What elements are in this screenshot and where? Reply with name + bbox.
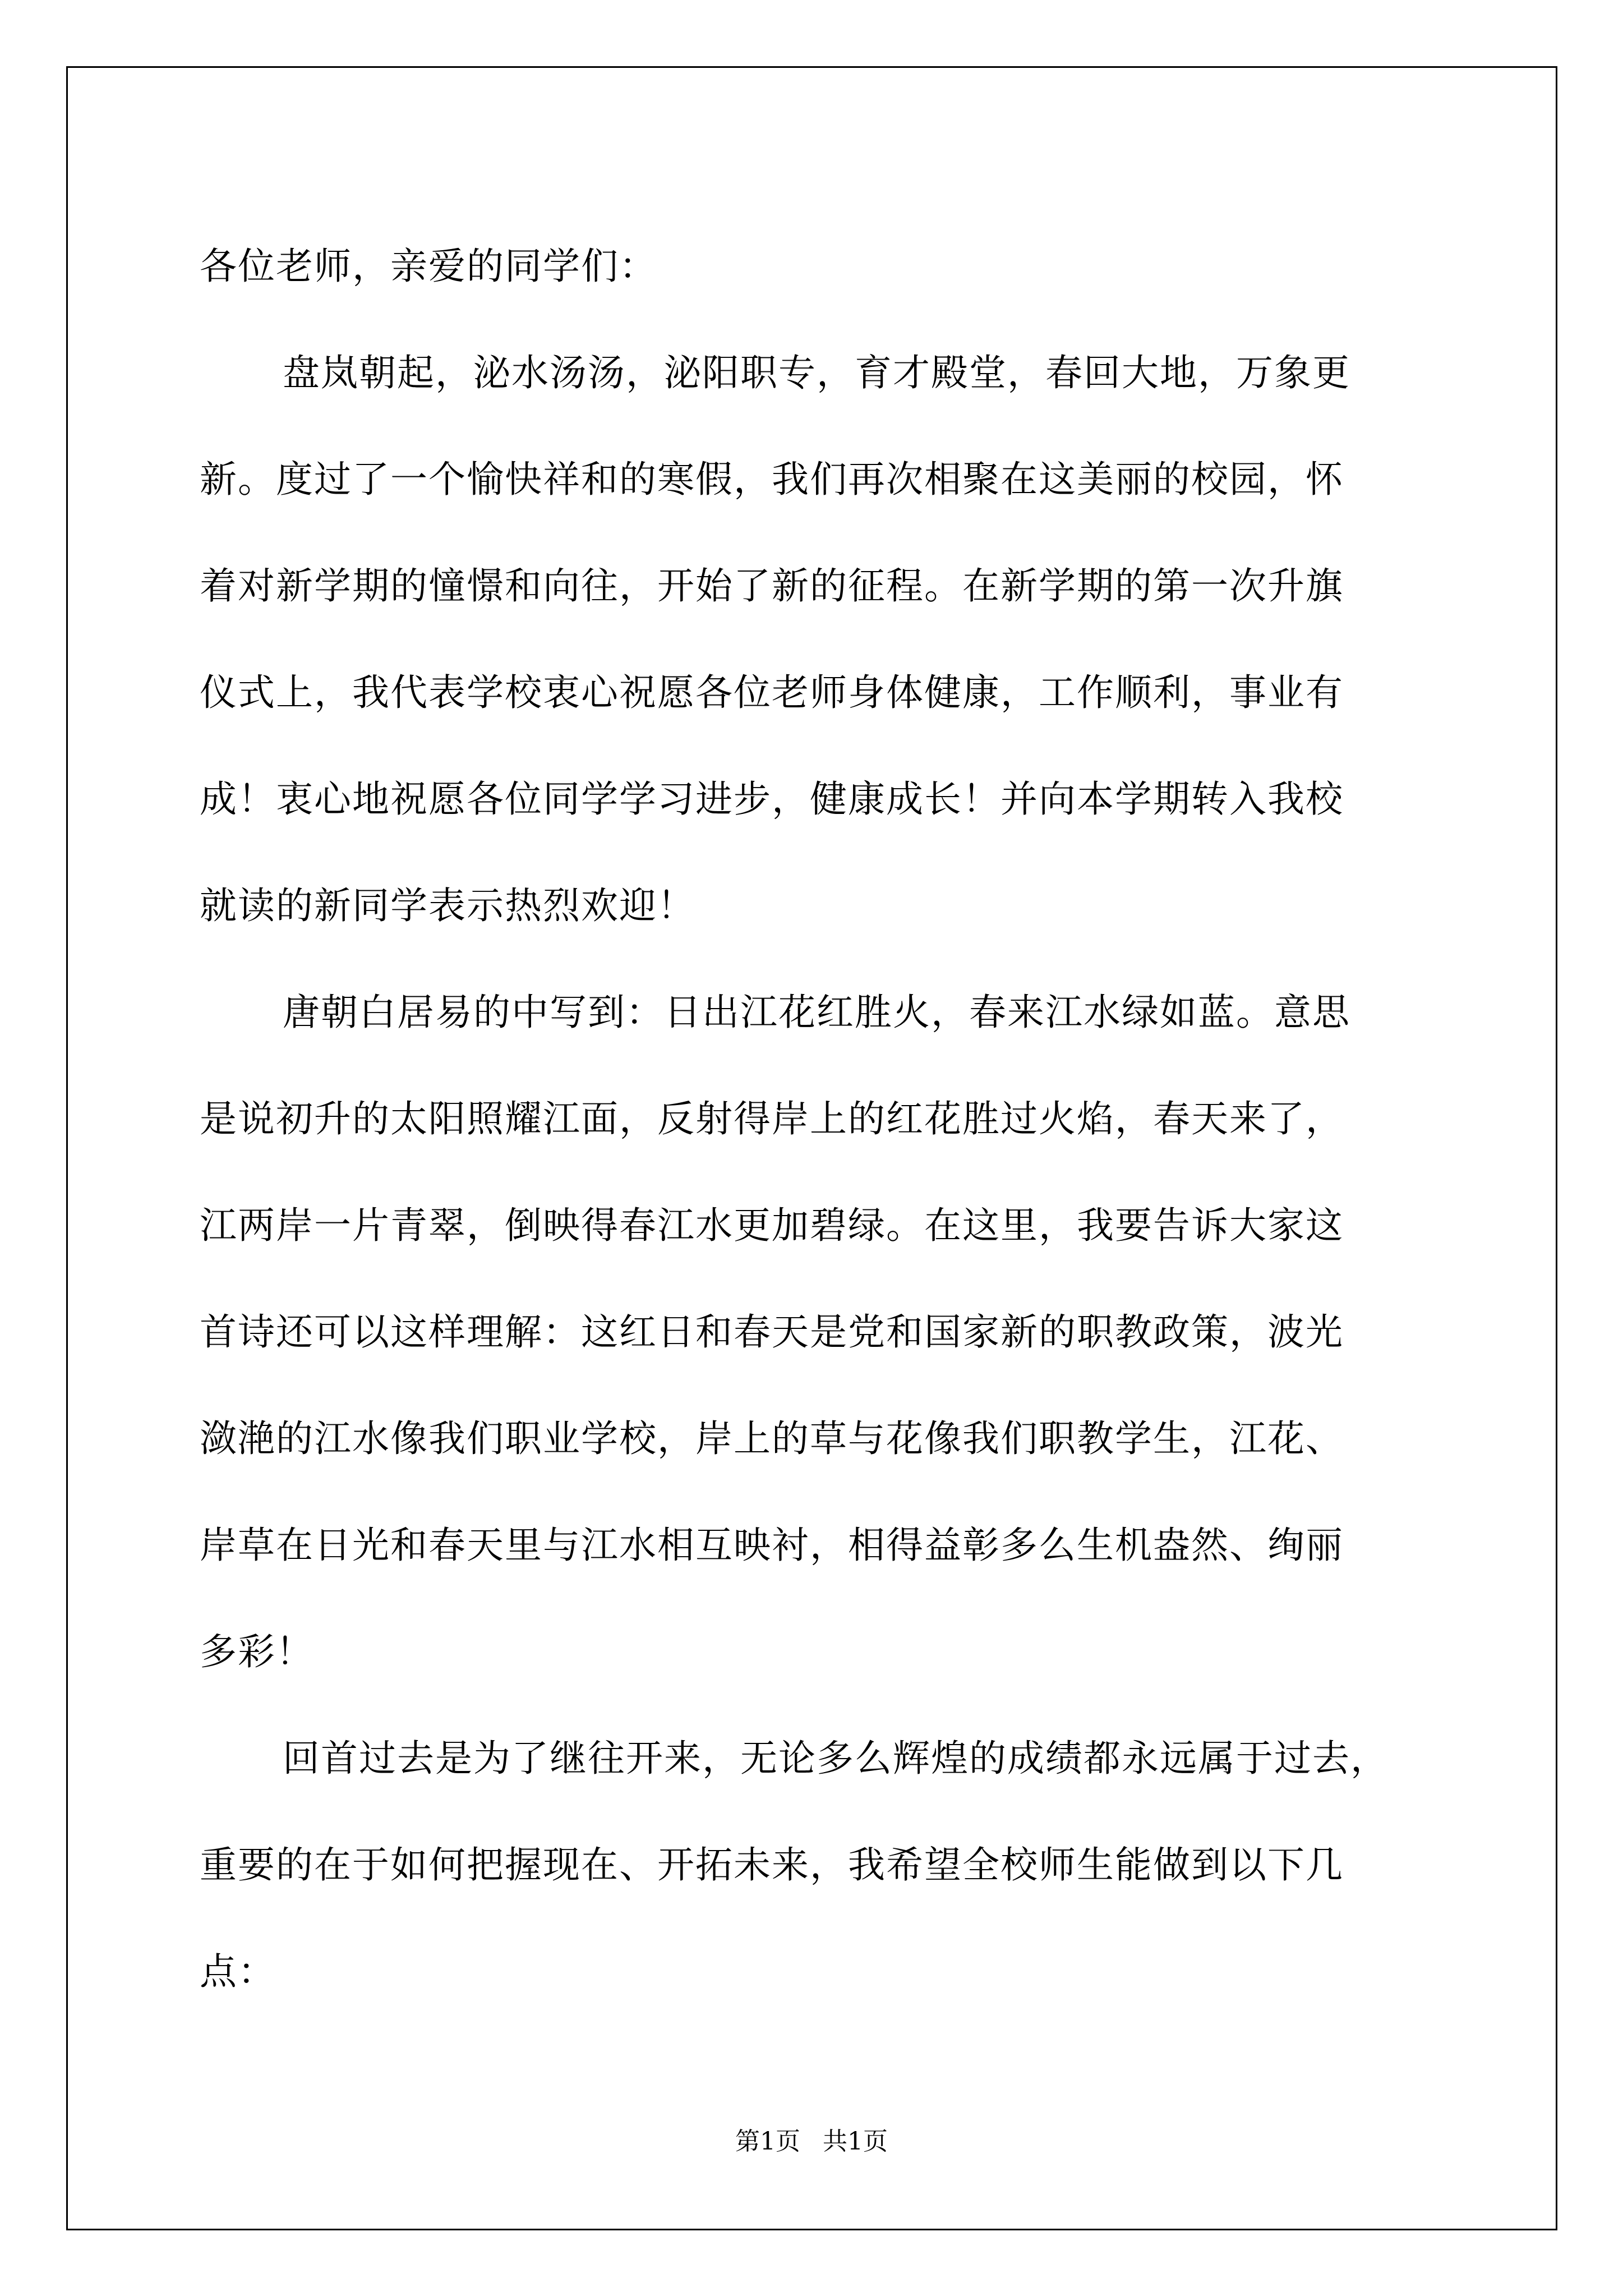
- paragraph-line: 就读的新同学表示热烈欢迎！: [200, 884, 695, 927]
- page-total: 共1页: [823, 2127, 888, 2156]
- paragraph-line: 江两岸一片青翠，倒映得春江水更加碧绿。在这里，我要告诉大家这: [200, 1204, 1344, 1247]
- paragraph-line: 点：: [200, 1950, 276, 1993]
- page-footer: [0, 2125, 1623, 2159]
- page-number: 第1页: [735, 2127, 800, 2156]
- paragraph-line: 多彩！: [200, 1630, 314, 1673]
- paragraph-line: 回首过去是为了继往开来，无论多么辉煌的成绩都永远属于过去，: [283, 1737, 1389, 1780]
- greeting-line: 各位老师，亲爱的同学们：: [200, 245, 657, 288]
- paragraph-line: 着对新学期的憧憬和向往，开始了新的征程。在新学期的第一次升旗: [200, 564, 1344, 608]
- paragraph-line: 成！衷心地祝愿各位同学学习进步，健康成长！并向本学期转入我校: [200, 777, 1344, 821]
- paragraph-line: 是说初升的太阳照耀江面，反射得岸上的红花胜过火焰，春天来了，: [200, 1097, 1344, 1140]
- paragraph-line: 潋滟的江水像我们职业学校，岸上的草与花像我们职教学生，江花、: [200, 1417, 1344, 1460]
- paragraph-line: 新。度过了一个愉快祥和的寒假，我们再次相聚在这美丽的校园，怀: [200, 458, 1344, 501]
- paragraph-line: 盘岚朝起，泌水汤汤，泌阳职专，育才殿堂，春回大地，万象更: [283, 351, 1350, 394]
- paragraph-line: 唐朝白居易的中写到：日出江花红胜火，春来江水绿如蓝。意思: [283, 991, 1350, 1034]
- document-body: [200, 213, 1433, 2025]
- paragraph-line: 仪式上，我代表学校衷心祝愿各位老师身体健康，工作顺利，事业有: [200, 671, 1344, 714]
- paragraph-line: 首诗还可以这样理解：这红日和春天是党和国家新的职教政策，波光: [200, 1310, 1344, 1354]
- paragraph-line: 岸草在日光和春天里与江水相互映衬，相得益彰多么生机盎然、绚丽: [200, 1524, 1344, 1567]
- paragraph-line: 重要的在于如何把握现在、开拓未来，我希望全校师生能做到以下几: [200, 1843, 1344, 1887]
